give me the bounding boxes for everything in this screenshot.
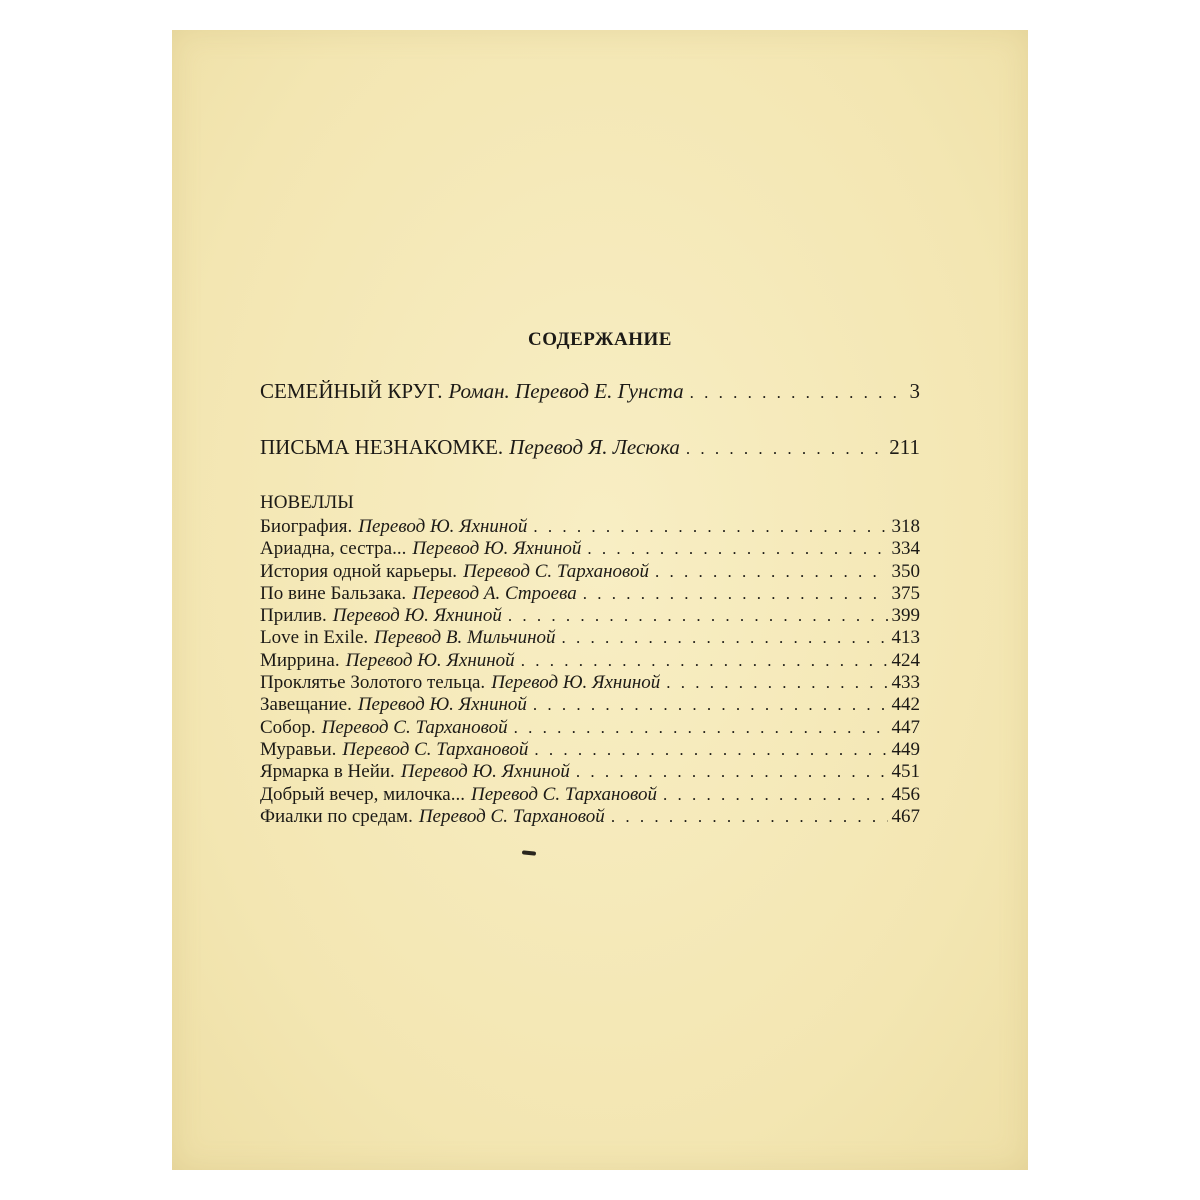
dot-leader xyxy=(534,739,887,761)
entry-translation: Перевод С. Тархановой xyxy=(470,783,657,805)
entry-translation: Перевод Ю. Яхниной xyxy=(332,605,502,627)
entry-translation: Перевод Ю. Яхниной xyxy=(400,761,570,783)
toc-entry xyxy=(260,583,920,605)
entry-translation: Перевод Ю. Яхниной xyxy=(345,649,515,671)
entry-page-number: 3 xyxy=(909,379,920,403)
section-label: НОВЕЛЛЫ xyxy=(260,492,354,513)
entry-title: Ярмарка в Нейи. xyxy=(260,761,395,783)
toc-entry xyxy=(260,605,920,627)
entry-translation: Перевод С. Тархановой xyxy=(463,560,650,582)
entry-translation: Перевод Ю. Яхниной xyxy=(412,538,582,560)
toc-entry xyxy=(260,694,920,716)
toc-entry xyxy=(260,516,920,538)
entry-translation: Перевод А. Строева xyxy=(412,582,577,604)
dot-leader xyxy=(690,378,906,408)
toc-entry xyxy=(260,432,920,464)
novella-list xyxy=(260,516,920,828)
entry-page-number: 467 xyxy=(891,805,920,827)
entry-page-number: 399 xyxy=(891,605,920,627)
entry-title: Добрый вечер, милочка... xyxy=(260,783,465,805)
toc-entry xyxy=(260,561,920,583)
entry-page-number: 375 xyxy=(891,582,920,604)
entry-title: Love in Exile. xyxy=(260,627,369,649)
entry-page-number: 451 xyxy=(891,761,920,783)
toc-entry xyxy=(260,650,920,672)
entry-title: Проклятье Золотого тельца. xyxy=(260,672,486,694)
entry-page-number: 433 xyxy=(891,672,920,694)
entry-title: Биография. xyxy=(260,516,353,537)
toc-entry xyxy=(260,538,920,560)
dot-leader xyxy=(562,627,888,649)
table-of-contents xyxy=(260,376,920,828)
toc-entry xyxy=(260,739,920,761)
toc-entry xyxy=(260,806,920,828)
dot-leader xyxy=(611,806,888,828)
entry-page-number: 413 xyxy=(891,627,920,649)
entry-page-number: 447 xyxy=(891,716,920,738)
entry-page-number: 318 xyxy=(891,516,920,537)
toc-entry xyxy=(260,627,920,649)
toc-entry xyxy=(260,761,920,783)
entry-title: По вине Бальзака. xyxy=(260,582,407,604)
dot-leader xyxy=(508,605,888,627)
entry-page-number: 424 xyxy=(891,649,920,671)
entry-translation: Перевод Ю. Яхниной xyxy=(357,694,527,716)
entry-translation: Перевод С. Тархановой xyxy=(418,805,605,827)
entry-translation: Перевод С. Тархановой xyxy=(342,738,529,760)
entry-page-number: 442 xyxy=(891,694,920,716)
entry-page-number: 334 xyxy=(891,538,920,560)
toc-entry xyxy=(260,717,920,739)
printed-ornament-mark xyxy=(522,850,536,855)
dot-leader xyxy=(514,717,888,739)
entry-title: История одной карьеры. xyxy=(260,560,458,582)
entry-title: Прилив. xyxy=(260,605,327,627)
dot-leader xyxy=(655,561,887,583)
dot-leader xyxy=(576,761,888,783)
dot-leader xyxy=(663,784,888,806)
entry-translation: Перевод В. Мильчиной xyxy=(374,627,556,649)
dot-leader xyxy=(587,538,887,560)
dot-leader xyxy=(533,516,887,538)
entry-title: Ариадна, сестра... xyxy=(260,538,407,560)
contents-heading: СОДЕРЖАНИЕ xyxy=(528,329,672,350)
entry-title: СЕМЕЙНЫЙ КРУГ. xyxy=(260,379,443,403)
entry-translation: Роман. Перевод Е. Гунста xyxy=(448,379,684,403)
entry-translation: Перевод Я. Лесюка xyxy=(509,435,680,459)
entry-page-number: 211 xyxy=(889,435,920,459)
entry-translation: Перевод Ю. Яхниной xyxy=(491,672,661,694)
book-page xyxy=(172,30,1028,1170)
entry-translation: Перевод С. Тархановой xyxy=(321,716,508,738)
entry-page-number: 456 xyxy=(891,783,920,805)
toc-entry xyxy=(260,672,920,694)
entry-title: ПИСЬМА НЕЗНАКОМКЕ. xyxy=(260,435,504,459)
entry-title: Завещание. xyxy=(260,694,352,716)
entry-title: Фиалки по средам. xyxy=(260,805,413,827)
dot-leader xyxy=(533,694,888,716)
dot-leader xyxy=(583,583,888,605)
dot-leader xyxy=(521,650,888,672)
toc-entry xyxy=(260,784,920,806)
entry-title: Миррина. xyxy=(260,649,340,671)
entry-page-number: 350 xyxy=(891,560,920,582)
entry-translation: Перевод Ю. Яхниной xyxy=(358,516,528,537)
toc-entry xyxy=(260,376,920,408)
dot-leader xyxy=(686,434,885,464)
entry-page-number: 449 xyxy=(891,738,920,760)
entry-title: Собор. xyxy=(260,716,316,738)
dot-leader xyxy=(666,672,887,694)
entry-title: Муравьи. xyxy=(260,738,337,760)
